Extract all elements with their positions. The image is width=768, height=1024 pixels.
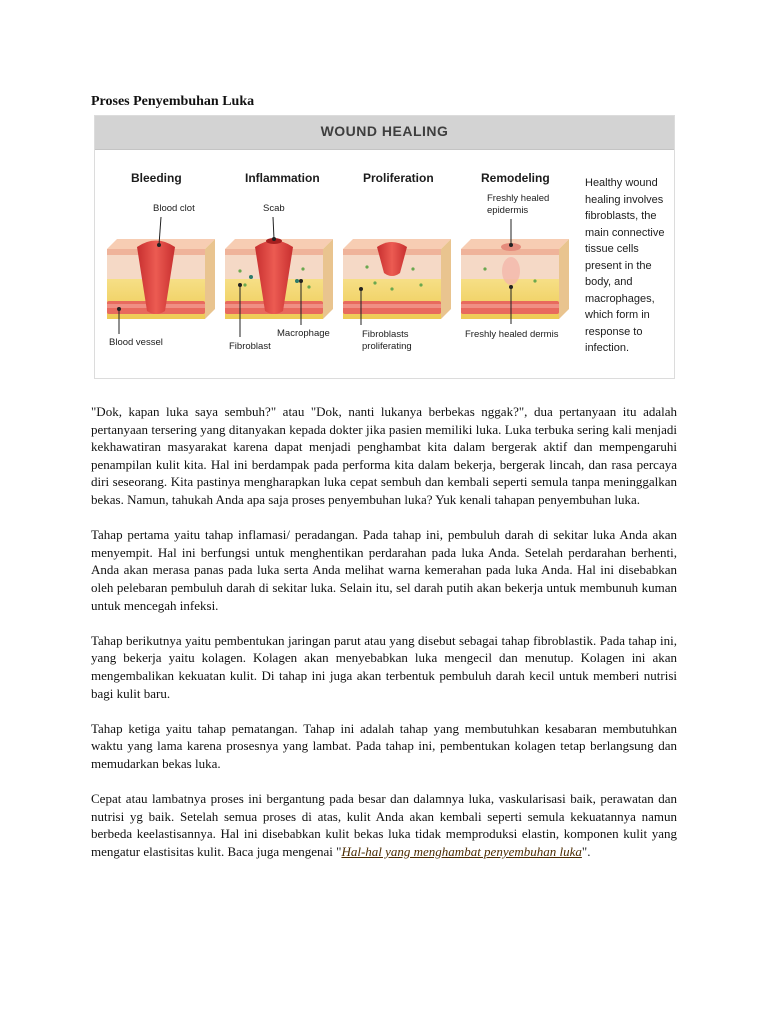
article-body <box>91 403 677 878</box>
label-fibroblasts-1: Fibroblasts <box>362 329 409 340</box>
label-macrophage: Macrophage <box>277 328 330 339</box>
label-blood-clot: Blood clot <box>153 203 195 214</box>
document-title: Proses Penyembuhan Luka <box>91 94 255 109</box>
skin-block-inflammation <box>225 217 333 337</box>
conclusion-suffix: ". <box>581 843 591 859</box>
wound-healing-figure <box>94 115 675 379</box>
label-fibroblast: Fibroblast <box>229 341 271 352</box>
skin-block-bleeding <box>107 217 215 334</box>
figure-side-note: Healthy wound healing involves fibroblasts, the main connective tissue cells present in the body, and macrophages, which form in response to infection. <box>585 177 665 354</box>
label-blood-vessel: Blood vessel <box>109 337 163 348</box>
figure-title: WOUND HEALING <box>320 123 449 139</box>
conclusion-text: Cepat atau lambatnya proses ini bergantung pada besar dan dalamnya luka, vaskularisasi baik, perawatan dan nutrisi yg baik. Setelah semua proses di atas, kulit Anda akan kembali seperti semula kekuatannya namun berbeda keelastisannya. Hal ini disebabkan kulit bekas luka tidak memproduksi elastin, komponen kulit yang mengatur elastisitas kulit. Baca juga mengenai " <box>91 791 677 859</box>
stages-illustration <box>95 149 585 380</box>
paragraph-stage-2: Tahap berikutnya yaitu pembentukan jaringan parut atau yang disebut sebagai tahap fibroblastik. Pada tahap ini, yang bekerja yaitu kolagen. Kolagen akan menyebabkan luka mengecil dan menutup. Kolagen ini akan mengembalikan kekuatan kulit. Di tahap ini juga akan terbentuk pembuluh darah kecil untuk memberi nutrisi bagi kulit baru. <box>91 632 677 701</box>
label-healed-epidermis-2: epidermis <box>487 205 529 216</box>
paragraph-stage-3: Tahap ketiga yaitu tahap pematangan. Tahap ini adalah tahap yang membutuhkan kesabaran membutuhkan waktu yang lama karena prosesnya yang lambat. Pada tahap ini, pembentukan kolagen tetap berlangsung dan memudarkan bekas luka. <box>91 720 677 771</box>
paragraph-conclusion <box>91 790 677 860</box>
stage-title-remodeling: Remodeling <box>481 171 550 185</box>
label-fibroblasts-2: proliferating <box>362 341 412 352</box>
related-article-link[interactable]: Hal-hal yang menghambat penyembuhan luka <box>341 843 582 859</box>
stage-title-bleeding: Bleeding <box>131 171 182 185</box>
stage-title-proliferation: Proliferation <box>363 171 434 185</box>
skin-block-proliferation <box>343 239 451 325</box>
label-healed-dermis: Freshly healed dermis <box>465 329 559 340</box>
label-scab: Scab <box>263 203 285 214</box>
paragraph-intro: "Dok, kapan luka saya sembuh?" atau "Dok, nanti lukanya berbekas nggak?", dua pertanyaan itu adalah pertanyaan tersering yang ditanyakan kepada dokter jika pasien memiliki luka. Luka terbuka sering kali menjadi kekhawatiran masyarakat karena dapat menjadi penghambat kita dalam bergerak aktif dan mempengaruhi penampilan kulit kita. Hal ini berdampak pada performa kita dalam bekerja, bergerak lincah, dan rasa percaya diri seseorang. Kita pastinya mengharapkan luka cepat sembuh dan kembali seperti semula tanpa meninggalkan bekas. Namun, tahukah Anda apa saja proses penyembuhan luka? Yuk kenali tahapan penyembuhan luka. <box>91 404 677 507</box>
figure-header <box>95 116 674 150</box>
skin-block-remodeling <box>461 219 569 324</box>
paragraph-stage-1: Tahap pertama yaitu tahap inflamasi/ peradangan. Pada tahap ini, pembuluh darah di sekitar luka Anda akan menyempit. Hal ini berfungsi untuk menghentikan perdarahan pada luka Anda. Setelah perdarahan berhenti, Anda akan merasa panas pada luka serta Anda melihat warna kemerahan pada luka Anda. Hal ini disebabkan oleh pelebaran pembuluh darah di sekitar luka. Selain itu, sel darah putih akan bekerja untuk membunuh kuman untuk mencegah infeksi. <box>91 527 677 613</box>
stage-title-inflammation: Inflammation <box>245 171 320 185</box>
label-healed-epidermis-1: Freshly healed <box>487 193 550 204</box>
